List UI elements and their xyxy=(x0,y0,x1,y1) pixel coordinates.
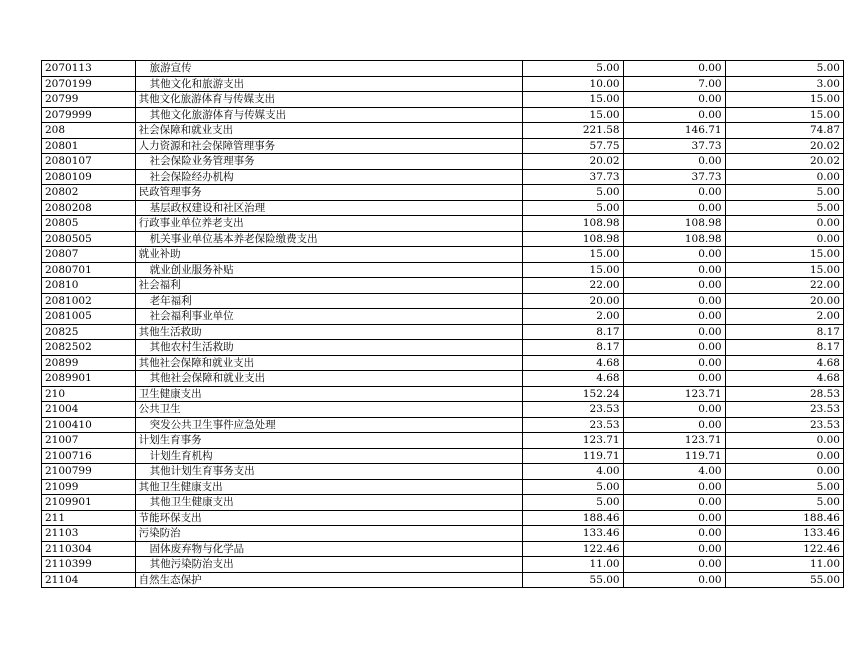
table-row xyxy=(42,464,844,480)
basic-expenditure-cell: 0.00 xyxy=(623,200,725,216)
subject-code-cell: 2080109 xyxy=(42,169,136,185)
total-amount-cell: 11.00 xyxy=(522,557,623,573)
table-row xyxy=(42,61,844,77)
project-expenditure-cell: 20.02 xyxy=(725,138,843,154)
total-amount-cell: 2.00 xyxy=(522,309,623,325)
table-row xyxy=(42,123,844,139)
subject-code-cell: 20807 xyxy=(42,247,136,263)
total-amount-cell: 8.17 xyxy=(522,340,623,356)
project-expenditure-cell: 22.00 xyxy=(725,278,843,294)
subject-name-cell: 社会福利 xyxy=(135,278,522,294)
subject-name-cell: 社会福利事业单位 xyxy=(135,309,522,325)
total-amount-cell: 15.00 xyxy=(522,107,623,123)
project-expenditure-cell: 4.68 xyxy=(725,371,843,387)
subject-code-cell: 2080208 xyxy=(42,200,136,216)
total-amount-cell: 15.00 xyxy=(522,92,623,108)
total-amount-cell: 15.00 xyxy=(522,247,623,263)
subject-code-cell: 2081002 xyxy=(42,293,136,309)
total-amount-cell: 22.00 xyxy=(522,278,623,294)
subject-name-cell: 就业创业服务补贴 xyxy=(135,262,522,278)
basic-expenditure-cell: 0.00 xyxy=(623,557,725,573)
project-expenditure-cell: 2.00 xyxy=(725,309,843,325)
basic-expenditure-cell: 0.00 xyxy=(623,92,725,108)
subject-name-cell: 机关事业单位基本养老保险缴费支出 xyxy=(135,231,522,247)
project-expenditure-cell: 15.00 xyxy=(725,107,843,123)
subject-name-cell: 其他计划生育事务支出 xyxy=(135,464,522,480)
basic-expenditure-cell: 0.00 xyxy=(623,417,725,433)
table-row xyxy=(42,309,844,325)
total-amount-cell: 133.46 xyxy=(522,526,623,542)
subject-name-cell: 社会保障和就业支出 xyxy=(135,123,522,139)
subject-name-cell: 其他农村生活救助 xyxy=(135,340,522,356)
subject-name-cell: 卫生健康支出 xyxy=(135,386,522,402)
subject-name-cell: 行政事业单位养老支出 xyxy=(135,216,522,232)
basic-expenditure-cell: 0.00 xyxy=(623,572,725,588)
subject-code-cell: 2100716 xyxy=(42,448,136,464)
project-expenditure-cell: 74.87 xyxy=(725,123,843,139)
basic-expenditure-cell: 0.00 xyxy=(623,154,725,170)
subject-name-cell: 其他污染防治支出 xyxy=(135,557,522,573)
table-row xyxy=(42,293,844,309)
subject-code-cell: 210 xyxy=(42,386,136,402)
subject-name-cell: 就业补助 xyxy=(135,247,522,263)
total-amount-cell: 10.00 xyxy=(522,76,623,92)
table-row xyxy=(42,479,844,495)
subject-code-cell: 20810 xyxy=(42,278,136,294)
total-amount-cell: 152.24 xyxy=(522,386,623,402)
project-expenditure-cell: 23.53 xyxy=(725,402,843,418)
table-row xyxy=(42,355,844,371)
basic-expenditure-cell: 119.71 xyxy=(623,448,725,464)
subject-name-cell: 人力资源和社会保障管理事务 xyxy=(135,138,522,154)
budget-table xyxy=(41,60,844,588)
total-amount-cell: 23.53 xyxy=(522,417,623,433)
project-expenditure-cell: 15.00 xyxy=(725,92,843,108)
project-expenditure-cell: 0.00 xyxy=(725,216,843,232)
total-amount-cell: 5.00 xyxy=(522,61,623,77)
basic-expenditure-cell: 0.00 xyxy=(623,355,725,371)
basic-expenditure-cell: 0.00 xyxy=(623,262,725,278)
subject-code-cell: 208 xyxy=(42,123,136,139)
total-amount-cell: 8.17 xyxy=(522,324,623,340)
project-expenditure-cell: 23.53 xyxy=(725,417,843,433)
subject-name-cell: 自然生态保护 xyxy=(135,572,522,588)
subject-code-cell: 2100799 xyxy=(42,464,136,480)
total-amount-cell: 4.00 xyxy=(522,464,623,480)
table-row xyxy=(42,526,844,542)
basic-expenditure-cell: 0.00 xyxy=(623,510,725,526)
subject-code-cell: 21004 xyxy=(42,402,136,418)
project-expenditure-cell: 5.00 xyxy=(725,200,843,216)
basic-expenditure-cell: 0.00 xyxy=(623,541,725,557)
basic-expenditure-cell: 0.00 xyxy=(623,402,725,418)
table-row xyxy=(42,216,844,232)
subject-code-cell: 2100410 xyxy=(42,417,136,433)
basic-expenditure-cell: 123.71 xyxy=(623,433,725,449)
total-amount-cell: 221.58 xyxy=(522,123,623,139)
table-row xyxy=(42,417,844,433)
project-expenditure-cell: 20.02 xyxy=(725,154,843,170)
subject-name-cell: 社会保险业务管理事务 xyxy=(135,154,522,170)
table-row xyxy=(42,324,844,340)
subject-name-cell: 基层政权建设和社区治理 xyxy=(135,200,522,216)
project-expenditure-cell: 0.00 xyxy=(725,169,843,185)
basic-expenditure-cell: 0.00 xyxy=(623,107,725,123)
subject-name-cell: 突发公共卫生事件应急处理 xyxy=(135,417,522,433)
basic-expenditure-cell: 146.71 xyxy=(623,123,725,139)
subject-code-cell: 20802 xyxy=(42,185,136,201)
basic-expenditure-cell: 0.00 xyxy=(623,247,725,263)
table-row xyxy=(42,557,844,573)
subject-name-cell: 老年福利 xyxy=(135,293,522,309)
subject-name-cell: 其他文化旅游体育与传媒支出 xyxy=(135,92,522,108)
basic-expenditure-cell: 108.98 xyxy=(623,231,725,247)
project-expenditure-cell: 0.00 xyxy=(725,433,843,449)
table-row xyxy=(42,262,844,278)
subject-code-cell: 2109901 xyxy=(42,495,136,511)
subject-code-cell: 2080107 xyxy=(42,154,136,170)
subject-code-cell: 21103 xyxy=(42,526,136,542)
basic-expenditure-cell: 0.00 xyxy=(623,278,725,294)
subject-code-cell: 21099 xyxy=(42,479,136,495)
total-amount-cell: 37.73 xyxy=(522,169,623,185)
basic-expenditure-cell: 0.00 xyxy=(623,371,725,387)
subject-code-cell: 2080505 xyxy=(42,231,136,247)
subject-name-cell: 其他文化旅游体育与传媒支出 xyxy=(135,107,522,123)
table-row xyxy=(42,76,844,92)
total-amount-cell: 108.98 xyxy=(522,216,623,232)
subject-name-cell: 计划生育机构 xyxy=(135,448,522,464)
table-row xyxy=(42,448,844,464)
subject-code-cell: 2081005 xyxy=(42,309,136,325)
table-row xyxy=(42,572,844,588)
total-amount-cell: 23.53 xyxy=(522,402,623,418)
project-expenditure-cell: 188.46 xyxy=(725,510,843,526)
table-row xyxy=(42,169,844,185)
project-expenditure-cell: 5.00 xyxy=(725,185,843,201)
budget-table-body xyxy=(42,61,844,588)
table-row xyxy=(42,92,844,108)
total-amount-cell: 5.00 xyxy=(522,479,623,495)
table-row xyxy=(42,278,844,294)
subject-code-cell: 2070113 xyxy=(42,61,136,77)
total-amount-cell: 20.00 xyxy=(522,293,623,309)
project-expenditure-cell: 122.46 xyxy=(725,541,843,557)
table-row xyxy=(42,386,844,402)
basic-expenditure-cell: 37.73 xyxy=(623,169,725,185)
table-row xyxy=(42,200,844,216)
project-expenditure-cell: 5.00 xyxy=(725,479,843,495)
subject-name-cell: 民政管理事务 xyxy=(135,185,522,201)
project-expenditure-cell: 3.00 xyxy=(725,76,843,92)
subject-name-cell: 其他卫生健康支出 xyxy=(135,479,522,495)
subject-code-cell: 20899 xyxy=(42,355,136,371)
total-amount-cell: 55.00 xyxy=(522,572,623,588)
project-expenditure-cell: 15.00 xyxy=(725,247,843,263)
table-row xyxy=(42,495,844,511)
subject-name-cell: 固体废弃物与化学品 xyxy=(135,541,522,557)
subject-code-cell: 20805 xyxy=(42,216,136,232)
project-expenditure-cell: 15.00 xyxy=(725,262,843,278)
project-expenditure-cell: 55.00 xyxy=(725,572,843,588)
project-expenditure-cell: 0.00 xyxy=(725,448,843,464)
basic-expenditure-cell: 108.98 xyxy=(623,216,725,232)
table-row xyxy=(42,185,844,201)
table-row xyxy=(42,510,844,526)
table-row xyxy=(42,371,844,387)
subject-name-cell: 旅游宣传 xyxy=(135,61,522,77)
project-expenditure-cell: 4.68 xyxy=(725,355,843,371)
subject-name-cell: 污染防治 xyxy=(135,526,522,542)
basic-expenditure-cell: 0.00 xyxy=(623,293,725,309)
table-row xyxy=(42,541,844,557)
total-amount-cell: 4.68 xyxy=(522,371,623,387)
table-row xyxy=(42,107,844,123)
total-amount-cell: 5.00 xyxy=(522,200,623,216)
total-amount-cell: 123.71 xyxy=(522,433,623,449)
total-amount-cell: 108.98 xyxy=(522,231,623,247)
basic-expenditure-cell: 0.00 xyxy=(623,526,725,542)
subject-code-cell: 2080701 xyxy=(42,262,136,278)
table-row xyxy=(42,247,844,263)
subject-name-cell: 其他卫生健康支出 xyxy=(135,495,522,511)
basic-expenditure-cell: 7.00 xyxy=(623,76,725,92)
project-expenditure-cell: 5.00 xyxy=(725,61,843,77)
subject-code-cell: 21104 xyxy=(42,572,136,588)
project-expenditure-cell: 133.46 xyxy=(725,526,843,542)
table-row xyxy=(42,138,844,154)
basic-expenditure-cell: 0.00 xyxy=(623,324,725,340)
subject-code-cell: 21007 xyxy=(42,433,136,449)
basic-expenditure-cell: 0.00 xyxy=(623,495,725,511)
subject-code-cell: 2089901 xyxy=(42,371,136,387)
subject-code-cell: 211 xyxy=(42,510,136,526)
subject-name-cell: 其他生活救助 xyxy=(135,324,522,340)
project-expenditure-cell: 8.17 xyxy=(725,324,843,340)
subject-name-cell: 其他文化和旅游支出 xyxy=(135,76,522,92)
basic-expenditure-cell: 0.00 xyxy=(623,340,725,356)
total-amount-cell: 20.02 xyxy=(522,154,623,170)
basic-expenditure-cell: 0.00 xyxy=(623,185,725,201)
total-amount-cell: 5.00 xyxy=(522,185,623,201)
subject-name-cell: 其他社会保障和就业支出 xyxy=(135,371,522,387)
project-expenditure-cell: 8.17 xyxy=(725,340,843,356)
basic-expenditure-cell: 0.00 xyxy=(623,479,725,495)
project-expenditure-cell: 0.00 xyxy=(725,231,843,247)
total-amount-cell: 5.00 xyxy=(522,495,623,511)
basic-expenditure-cell: 37.73 xyxy=(623,138,725,154)
basic-expenditure-cell: 123.71 xyxy=(623,386,725,402)
total-amount-cell: 119.71 xyxy=(522,448,623,464)
table-row xyxy=(42,154,844,170)
subject-code-cell: 2082502 xyxy=(42,340,136,356)
project-expenditure-cell: 5.00 xyxy=(725,495,843,511)
subject-code-cell: 2070199 xyxy=(42,76,136,92)
basic-expenditure-cell: 4.00 xyxy=(623,464,725,480)
subject-code-cell: 20825 xyxy=(42,324,136,340)
basic-expenditure-cell: 0.00 xyxy=(623,61,725,77)
table-row xyxy=(42,402,844,418)
subject-code-cell: 20799 xyxy=(42,92,136,108)
subject-code-cell: 20801 xyxy=(42,138,136,154)
subject-name-cell: 节能环保支出 xyxy=(135,510,522,526)
subject-code-cell: 2110304 xyxy=(42,541,136,557)
total-amount-cell: 57.75 xyxy=(522,138,623,154)
total-amount-cell: 4.68 xyxy=(522,355,623,371)
table-row xyxy=(42,231,844,247)
total-amount-cell: 15.00 xyxy=(522,262,623,278)
basic-expenditure-cell: 0.00 xyxy=(623,309,725,325)
project-expenditure-cell: 11.00 xyxy=(725,557,843,573)
subject-name-cell: 公共卫生 xyxy=(135,402,522,418)
project-expenditure-cell: 0.00 xyxy=(725,464,843,480)
total-amount-cell: 188.46 xyxy=(522,510,623,526)
subject-name-cell: 计划生育事务 xyxy=(135,433,522,449)
total-amount-cell: 122.46 xyxy=(522,541,623,557)
project-expenditure-cell: 28.53 xyxy=(725,386,843,402)
table-row xyxy=(42,433,844,449)
table-row xyxy=(42,340,844,356)
subject-code-cell: 2079999 xyxy=(42,107,136,123)
subject-name-cell: 其他社会保障和就业支出 xyxy=(135,355,522,371)
subject-name-cell: 社会保险经办机构 xyxy=(135,169,522,185)
subject-code-cell: 2110399 xyxy=(42,557,136,573)
project-expenditure-cell: 20.00 xyxy=(725,293,843,309)
